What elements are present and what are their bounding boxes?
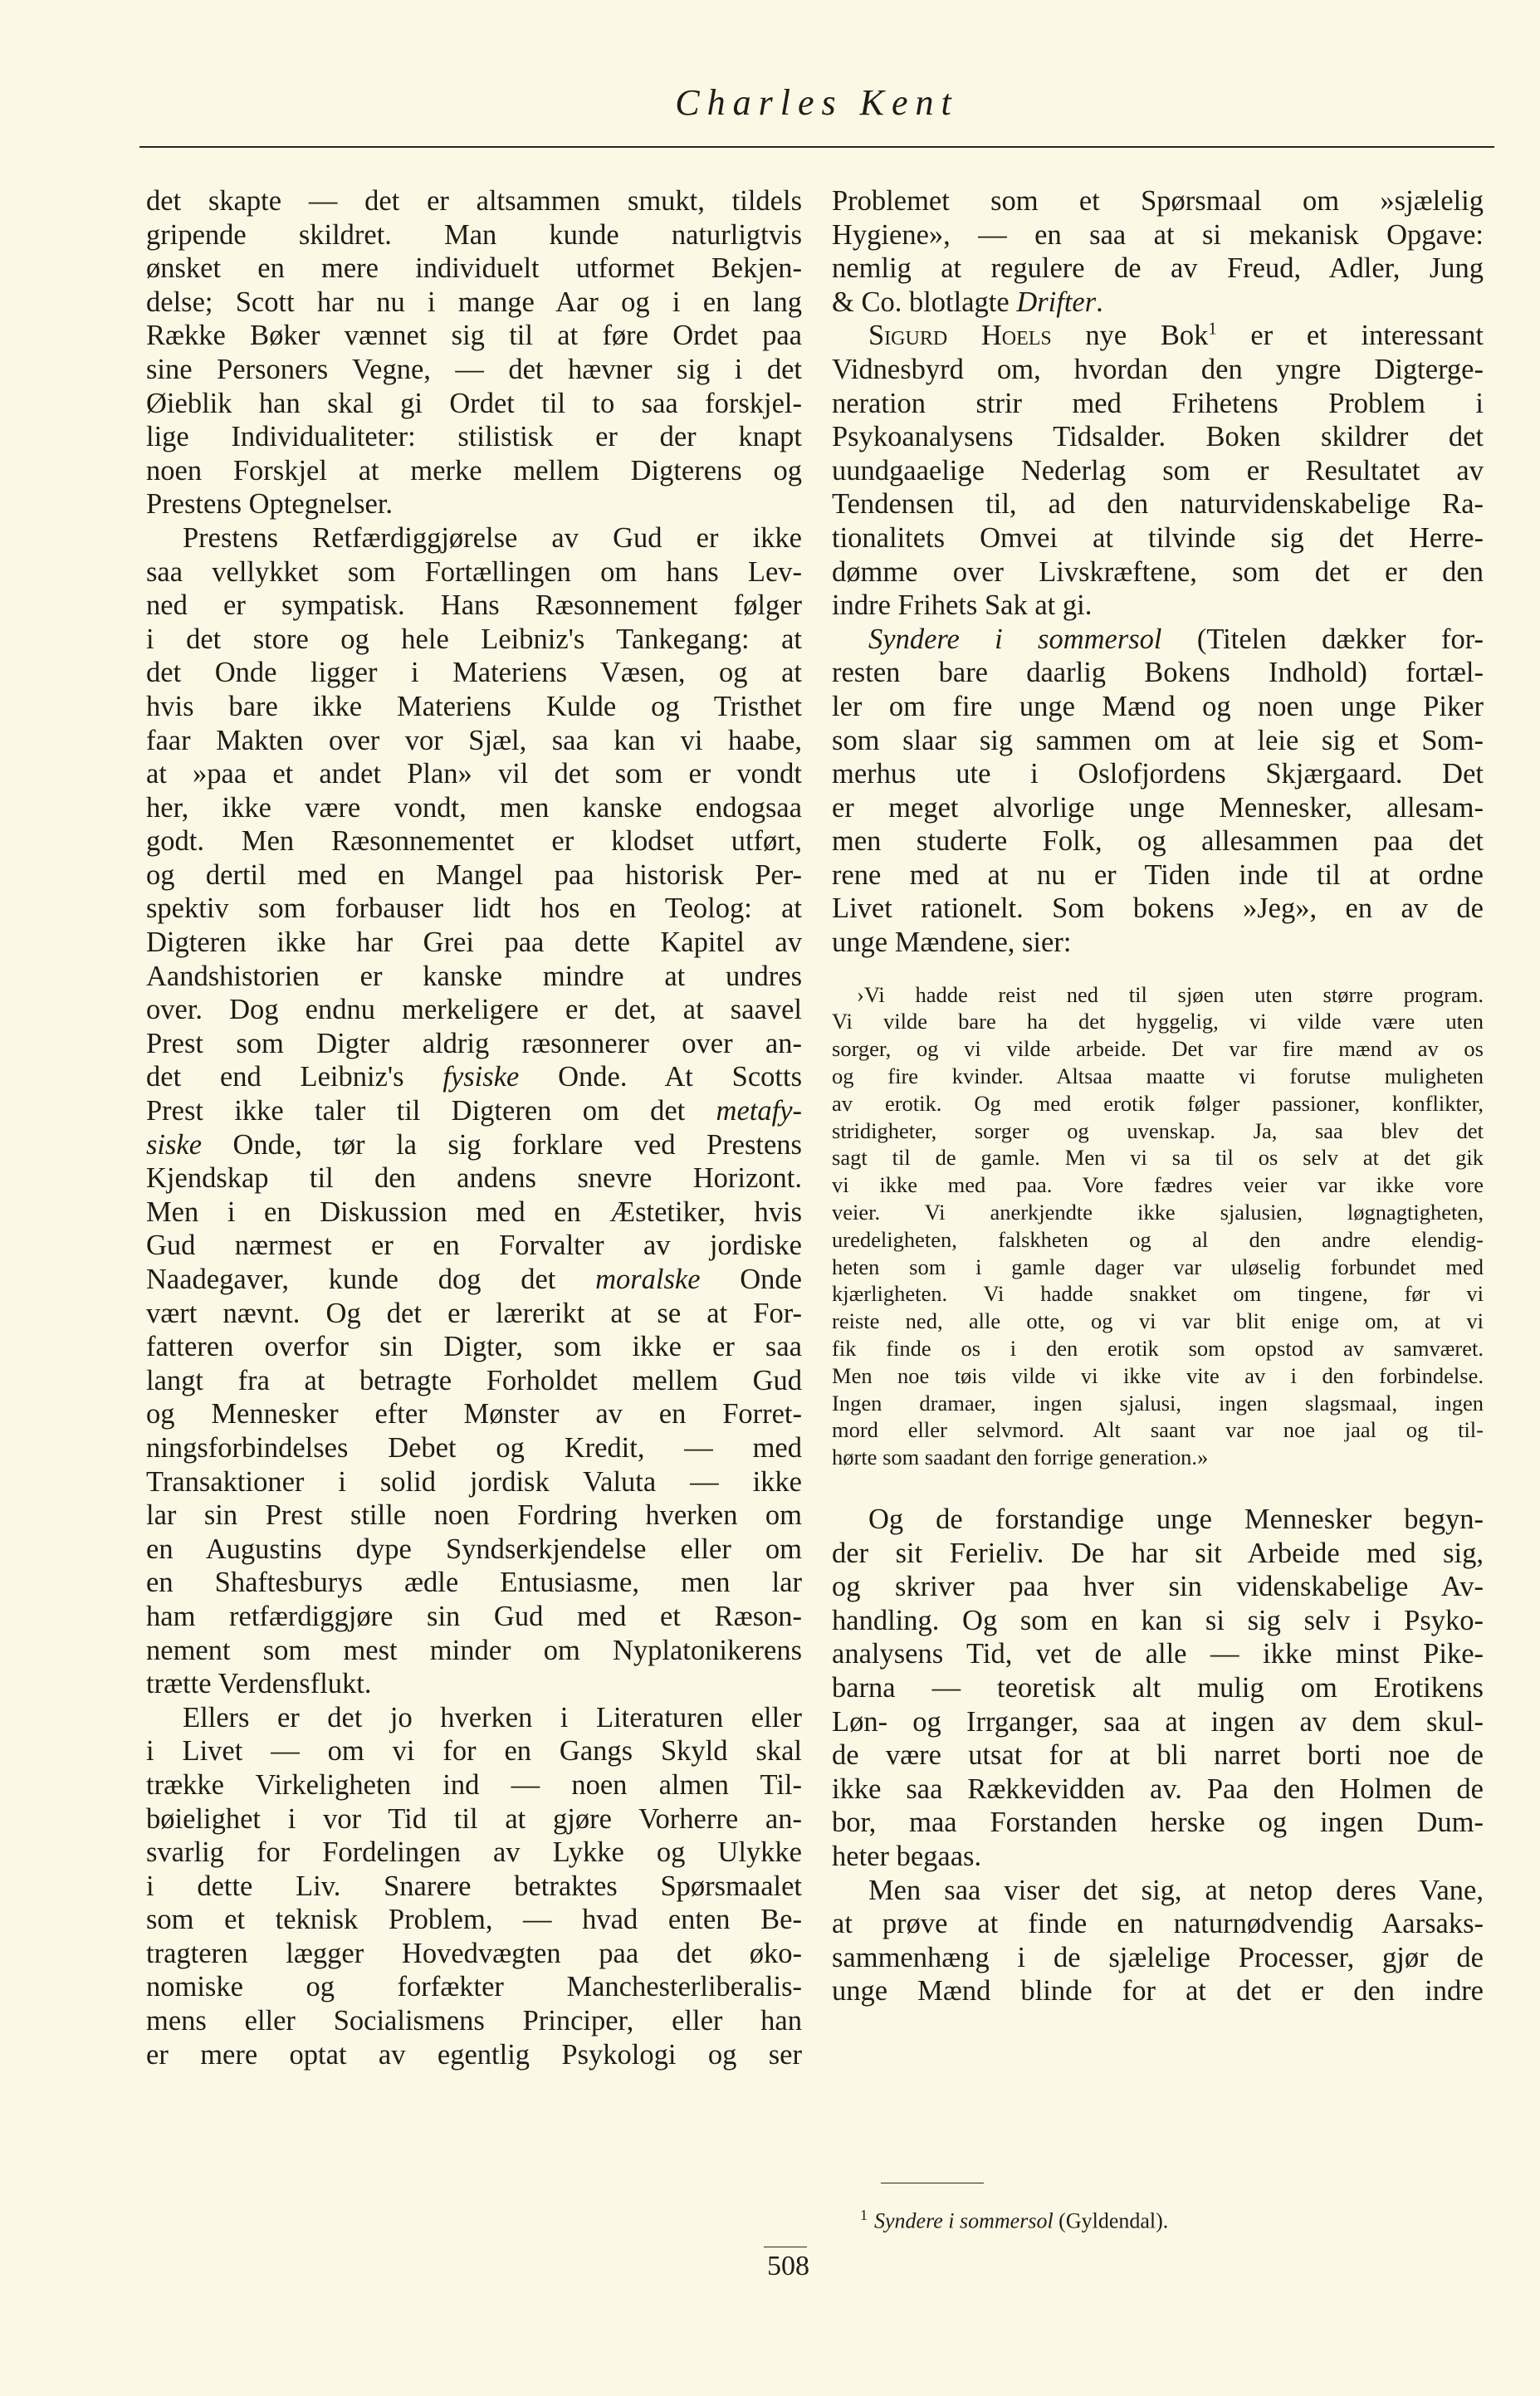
- text-line: Syndere i sommersol (Titelen dækker for-: [868, 623, 1484, 655]
- text-line: delse; Scott har nu i mange Aar og i en lang: [146, 286, 802, 318]
- text-line: Kjendskap til den andens snevre Horizont.: [146, 1162, 802, 1195]
- italic-text: fysiske: [442, 1061, 520, 1093]
- text-line: Løn- og Irrganger, saa at ingen av dem skul-: [832, 1705, 1484, 1738]
- italic-text: siske: [146, 1128, 203, 1161]
- text-line: lige Individualiteter: stilistisk er der knapt: [146, 421, 802, 453]
- right-column-body-after-quote: [832, 1503, 1484, 2008]
- text-line: dømme over Livskræftene, som det er den: [832, 555, 1484, 588]
- text-line: vært nævnt. Og det er lærerikt at se at For-: [146, 1297, 802, 1329]
- right-column: [832, 184, 1484, 2008]
- text-line: over. Dog endnu merkeligere er det, at saavel: [146, 994, 802, 1026]
- text-line: saa vellykket som Fortællingen om hans Lev-: [146, 555, 802, 588]
- text-line: Ellers er det jo hverken i Literaturen eller: [183, 1701, 802, 1733]
- text-line: Række Bøker vænnet sig til at føre Ordet paa: [146, 320, 802, 352]
- text-line: at »paa et andet Plan» vil det som er vondt: [146, 758, 802, 790]
- text-line: en Shaftesburys ædle Entusiasme, men lar: [146, 1567, 802, 1599]
- text-line: veier. Vi anerkjendte ikke sjalusien, løgnagtigheten,: [832, 1200, 1484, 1225]
- text-line: i dette Liv. Snarere betraktes Spørsmaalet: [146, 1870, 802, 1902]
- text-line: men studerte Folk, og allesammen paa det: [832, 825, 1484, 858]
- header-rule: [139, 146, 1494, 148]
- text-line: er meget alvorlige unge Mennesker, allesam-: [832, 791, 1484, 824]
- text-line: det skapte — det er altsammen smukt, tildels: [146, 185, 802, 217]
- text-line: og fire kvinder. Altsaa maatte vi forutse muligheten: [832, 1064, 1484, 1089]
- text-line: det Onde ligger i Materiens Væsen, og at: [146, 657, 802, 689]
- text-line: bor, maa Forstanden herske og ingen Dum-: [832, 1807, 1484, 1839]
- text-line: hørte som saadant den forrige generation.»: [832, 1445, 1209, 1470]
- text-line: Problemet som et Spørsmaal om »sjælelig: [832, 185, 1484, 217]
- text-line: det end Leibniz's fysiske Onde. At Scotts: [146, 1061, 802, 1093]
- paragraph: [146, 521, 802, 1701]
- footnote: [860, 2202, 1168, 2235]
- text-line: Psykoanalysens Tidsalder. Boken skildrer det: [832, 421, 1484, 453]
- text-line: bøielighet i vor Tid til at gjøre Vorherre an-: [146, 1802, 802, 1835]
- text-line: svarlig for Fordelingen av Lykke og Ulykke: [146, 1836, 802, 1869]
- author-name-smallcaps: Sigurd Hoels: [868, 320, 1052, 352]
- text-line: & Co. blotlagte Drifter.: [832, 286, 1103, 318]
- text-line: de være utsat for at bli narret borti noe de: [832, 1739, 1484, 1772]
- right-column-body-before-quote: [832, 184, 1484, 960]
- text-line: rene med at nu er Tiden inde til at ordne: [832, 858, 1484, 891]
- text-line: nomiske og forfækter Manchesterliberalis-: [146, 1971, 802, 2003]
- italic-text: Syndere i sommersol: [868, 623, 1162, 655]
- text-line: Hygiene», — en saa at si mekanisk Opgave:: [832, 218, 1484, 251]
- text-line: ham retfærdiggjøre sin Gud med et Ræson-: [146, 1600, 802, 1632]
- text-line: Prest som Digter aldrig ræsonnerer over an-: [146, 1027, 802, 1059]
- text-line: Digteren ikke har Grei paa dette Kapitel av: [146, 927, 802, 959]
- text-line: Sigurd Hoels nye Bok$^1$ er et interessant: [868, 320, 1484, 352]
- text-line: ›Vi hadde reist ned til sjøen uten større program.: [857, 981, 1484, 1007]
- paragraph: [146, 184, 802, 521]
- text-line: Livet rationelt. Som bokens »Jeg», en av de: [832, 892, 1484, 925]
- text-line: nement som mest minder om Nyplatonikerens: [146, 1634, 802, 1666]
- text-line: Gud nærmest er en Forvalter av jordiske: [146, 1230, 802, 1262]
- text-line: unge Mænd blinde for at det er den indre: [832, 1975, 1484, 2007]
- text-line: langt fra at betragte Forholdet mellem Gud: [146, 1364, 802, 1396]
- paragraph: [832, 981, 1484, 1471]
- text-line: fatteren overfor sin Digter, som ikke er saa: [146, 1331, 802, 1363]
- text-line: lar sin Prest stille noen Fordring hverken om: [146, 1499, 802, 1532]
- text-line: nemlig at regulere de av Freud, Adler, Jung: [832, 252, 1484, 285]
- text-line: sorger, og vi vilde arbeide. Det var fire mænd av os: [832, 1036, 1484, 1062]
- paragraph: [146, 1701, 802, 2072]
- text-line: uundgaaelige Nederlag som er Resultatet av: [832, 454, 1484, 487]
- text-line: og Mennesker efter Mønster av en Forret-: [146, 1398, 802, 1430]
- text-line: ønsket en mere individuelt utformet Bekjen-: [146, 252, 802, 285]
- footnote-publisher: (Gyldendal).: [1058, 2208, 1169, 2233]
- italic-text: metafy-: [716, 1095, 802, 1127]
- text-line: spektiv som forbauser lidt hos en Teolog: at: [146, 892, 802, 925]
- text-line: stridigheter, sorger og uvenskap. Ja, saa blev det: [832, 1117, 1484, 1143]
- text-line: Men noe tøis vilde vi ikke vite av i den forbindelse.: [832, 1362, 1484, 1388]
- text-line: mens eller Socialismens Principer, eller han: [146, 2005, 802, 2037]
- paragraph: [832, 319, 1484, 622]
- text-line: Men saa viser det sig, at netop deres Vane,: [868, 1874, 1484, 1906]
- text-line: Prestens Optegnelser.: [146, 488, 394, 521]
- text-line: Vidnesbyrd om, hvordan den yngre Digterge-: [832, 353, 1484, 385]
- text-line: vi ikke med paa. Vore fædres veier var ikke vore: [832, 1172, 1484, 1198]
- text-line: resten bare daarlig Bokens Indhold) fortæl-: [832, 657, 1484, 689]
- italic-text: moralske: [595, 1264, 701, 1295]
- text-line: at prøve at finde en naturnødvendig Aarsaks-: [832, 1908, 1484, 1940]
- text-line: noen Forskjel at merke mellem Digterens og: [146, 454, 802, 487]
- footnote-book-title: Syndere i sommersol: [874, 2208, 1054, 2233]
- text-line: sagt til de gamle. Men vi sa til os selv at det gik: [832, 1145, 1484, 1171]
- text-line: indre Frihets Sak at gi.: [832, 589, 1093, 622]
- paragraph: [832, 1874, 1484, 2008]
- text-line: merhus ute i Oslofjordens Skjærgaard. Det: [832, 758, 1484, 790]
- paragraph: [832, 1503, 1484, 1874]
- text-line: Tendensen til, ad den naturvidenskabelige Ra-: [832, 488, 1484, 521]
- text-line: og dertil med en Mangel paa historisk Per-: [146, 858, 802, 891]
- left-column: [146, 184, 802, 2071]
- text-line: som slaar sig sammen om at leie sig et Som-: [832, 724, 1484, 756]
- text-line: i det store og hele Leibniz's Tankegang: at: [146, 623, 802, 655]
- page-number: 508: [767, 2251, 809, 2281]
- text-line: tragteren lægger Hovedvægten paa det øko-: [146, 1937, 802, 1969]
- text-line: Aandshistorien er kanske mindre at undres: [146, 960, 802, 992]
- text-line: gripende skildret. Man kunde naturligtvis: [146, 218, 802, 251]
- text-line: ningsforbindelses Debet og Kredit, — med: [146, 1431, 802, 1464]
- text-line: godt. Men Ræsonnementet er klodset utført,: [146, 825, 802, 858]
- text-line: ikke saa Rækkevidden av. Paa den Holmen de: [832, 1773, 1484, 1805]
- text-line: kjærligheten. Vi hadde snakket om tingene, før vi: [832, 1281, 1484, 1307]
- text-line: reiste ned, alle otte, og vi var blit enige om, at vi: [832, 1308, 1484, 1334]
- text-line: Og de forstandige unge Mennesker begyn-: [868, 1504, 1484, 1535]
- text-line: her, ikke være vondt, men kanske endogsaa: [146, 791, 802, 824]
- paragraph: [832, 623, 1484, 960]
- text-line: Naadegaver, kunde dog det moralske Onde: [146, 1264, 802, 1295]
- text-line: uredeligheten, falskheten og al den andre elendig-: [832, 1226, 1484, 1252]
- footnote-number: 1: [860, 2207, 868, 2223]
- text-line: tionalitets Omvei at tilvinde sig det Herre-: [832, 521, 1484, 554]
- text-line: i Livet — om vi for en Gangs Skyld skal: [146, 1735, 802, 1768]
- text-line: ler om fire unge Mænd og noen unge Piker: [832, 690, 1484, 722]
- text-line: fik finde os i den erotik som opstod av samværet.: [832, 1336, 1484, 1362]
- text-line: Øieblik han skal gi Ordet til to saa forskjel-: [146, 387, 802, 419]
- text-line: som et teknisk Problem, — hvad enten Be-: [146, 1904, 802, 1936]
- running-head: Charles Kent: [675, 82, 959, 123]
- text-line: mord eller selvmord. Alt saant var noe jaal og til-: [832, 1417, 1484, 1443]
- text-line: faar Makten over vor Sjæl, saa kan vi haabe,: [146, 724, 802, 756]
- text-line: Prest ikke taler til Digteren om det metafy-: [146, 1095, 802, 1127]
- text-line: Prestens Retfærdiggjørelse av Gud er ikke: [183, 521, 802, 554]
- text-line: neration strir med Frihetens Problem i: [832, 387, 1484, 419]
- text-line: av erotik. Og med erotik følger passioner, konflikter,: [832, 1090, 1484, 1116]
- text-line: en Augustins dype Syndserkjendelse eller om: [146, 1533, 802, 1565]
- block-quote: [832, 981, 1484, 1471]
- page-header: [139, 73, 1494, 148]
- text-line: analysens Tid, vet de alle — ikke minst Pike-: [832, 1638, 1484, 1670]
- text-line: heter begaas.: [832, 1840, 982, 1872]
- text-line: unge Mændene, sier:: [832, 927, 1072, 959]
- text-line: hvis bare ikke Materiens Kulde og Tristhet: [146, 690, 802, 722]
- text-line: trække Virkeligheten ind — noen almen Til-: [146, 1768, 802, 1801]
- footnote-marker: 1: [1208, 320, 1217, 339]
- text-line: trætte Verdensflukt.: [146, 1668, 372, 1700]
- text-line: sammenhæng i de sjælelige Processer, gjør de: [832, 1941, 1484, 1973]
- text-line: og skriver paa hver sin videnskabelige Av-: [832, 1571, 1484, 1603]
- text-line: siske Onde, tør la sig forklare ved Prestens: [146, 1128, 802, 1161]
- text-line: barna — teoretisk alt mulig om Erotikens: [832, 1671, 1484, 1704]
- text-line: heten som i gamle dager var uløselig forbundet med: [832, 1254, 1484, 1279]
- text-line: Men i en Diskussion med en Æstetiker, hvis: [146, 1196, 802, 1228]
- text-line: der sit Ferieliv. De har sit Arbeide med sig,: [832, 1537, 1484, 1569]
- italic-text: Drifter: [1016, 286, 1097, 318]
- paragraph: [832, 184, 1484, 319]
- text-line: ned er sympatisk. Hans Ræsonnement følger: [146, 589, 802, 622]
- text-line: sine Personers Vegne, — det hævner sig i det: [146, 353, 802, 385]
- text-line: Transaktioner i solid jordisk Valuta — ikke: [146, 1465, 802, 1498]
- text-line: Ingen dramaer, ingen sjalusi, ingen slagsmaal, ingen: [832, 1390, 1484, 1416]
- text-line: Vi vilde bare ha det hyggelig, vi vilde være uten: [832, 1009, 1484, 1034]
- text-line: handling. Og som en kan si sig selv i Psyko-: [832, 1604, 1484, 1636]
- text-line: er mere optat av egentlig Psykologi og ser: [146, 2038, 802, 2071]
